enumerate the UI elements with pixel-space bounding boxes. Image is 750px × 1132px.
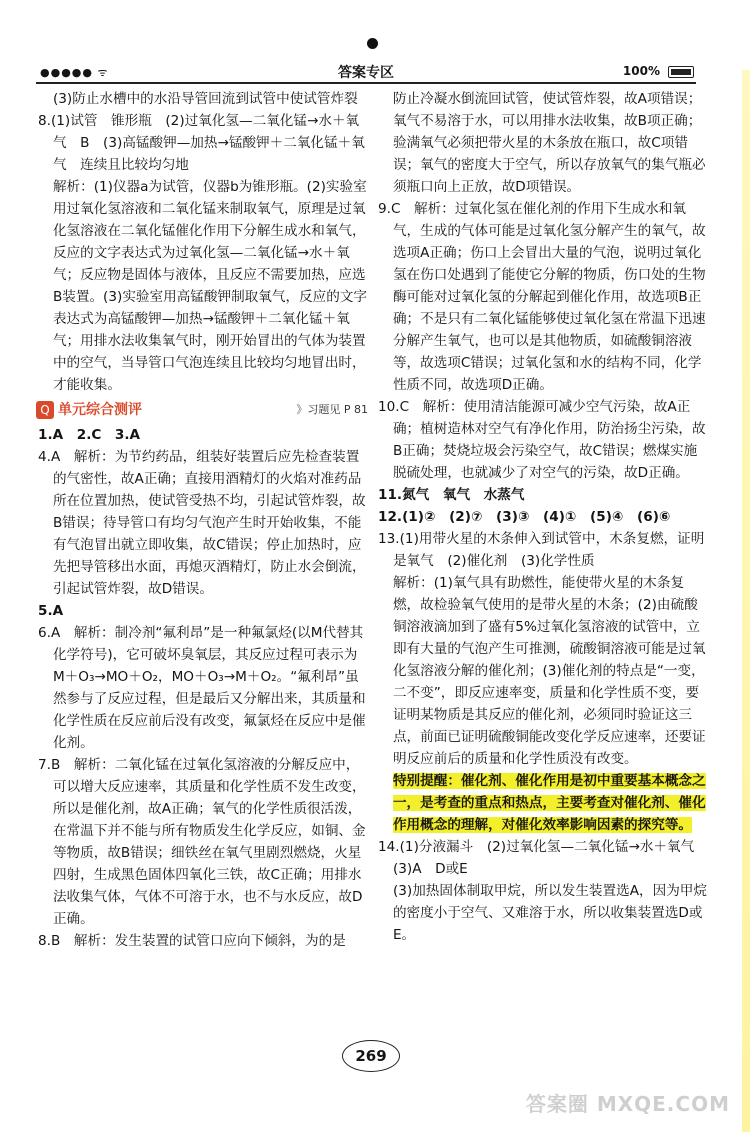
answer-4: 4.A 解析：为节约药品，组装好装置后应先检查装置的气密性，故A正确；直接用酒精灯的火焰对准药品所在位置加热，使试管受热不均，引起试管炸裂，故B错误；待导管口有均匀气泡产生时开始收集，不能有气泡冒出就立即收集，故C错误；停止加热时，应先把导管移出水面，再熄灭酒精灯，防止水会倒流，引起试管炸裂，故D错误。	[38, 449, 366, 597]
page-number: 269	[342, 1040, 400, 1072]
explanation-13: 解析：(1)氧气具有助燃性，能使带火星的木条复燃，故检验氧气使用的是带火星的木条；(2)由硫酸铜溶液滴加到了盛有5%过氧化氢溶液的试管中，立即有大量的气泡产生可推测，硫酸铜溶液可能是过氧化氢溶液分解的催化剂；(3)催化剂的特点是“一变，二不变”，即反应速率变，质量和化学性质不变，要证明某物质是其反应的催化剂，必须同时验证这三点，前面已证明硫酸铜能改变化学反应速率，还要证明反应前后的质量和化学性质没有改变。	[392, 575, 706, 767]
page-edge	[742, 70, 750, 1132]
explanation-continued: 防止冷凝水倒流回试管，使试管炸裂，故A项错误；氧气不易溶于水，可以用排水法收集，故B项正确；验满氧气必须把带火星的木条放在瓶口，故C项错误；氧气的密度大于空气，所以存放氧气的集气瓶必须瓶口向上正放，故D项错误。	[392, 91, 706, 195]
answer-5: 5.A	[38, 603, 64, 619]
answers-1-3: 1.A 2.C 3.A	[38, 427, 141, 443]
answer-text: (3)防止水槽中的水沿导管回流到试管中使试管炸裂	[52, 91, 358, 107]
answer-12: 12.(1)② (2)⑦ (3)③ (4)① (5)④ (6)⑥	[378, 509, 671, 525]
answer-6: 6.A 解析：制冷剂“氟利昂”是一种氟氯烃(以M代替其化学符号)，它可破坏臭氧层，其反应过程可表示为M＋O₃→MO＋O₂，MO＋O₃→M＋O₂。“氟利昂”虽然参与了反应过程，但是最后又分解出来，其质量和化学性质在反应前后没有改变，氟氯烃在反应中是催化剂。	[38, 625, 366, 751]
status-bar	[36, 62, 696, 84]
answer-11: 11.氮气 氧气 水蒸气	[378, 487, 525, 503]
special-tip	[378, 770, 708, 836]
answer-8: 8.(1)试管 锥形瓶 (2)过氧化氢—二氧化锰→水＋氧气 B (3)高锰酸钾—加热→锰酸钾＋二氧化锰＋氧气 连续且比较均匀地	[38, 113, 365, 173]
tip-label: 特别提醒：	[392, 773, 461, 789]
battery-icon	[668, 66, 694, 78]
explanation-8: 解析：(1)仪器a为试管，仪器b为锥形瓶。(2)实验室用过氧化氢溶液和二氧化锰来制取氧气，原理是过氧化氢溶液在二氧化锰催化作用下分解生成水和氧气，反应的文字表达式为过氧化氢—二氧化锰→水＋氧气；反应物是固体与液体，且反应不需要加热，应选B装置。(3)实验室用高锰酸钾制取氧气，反应的文字表达式为高锰酸钾—加热→锰酸钾＋二氧化锰＋氧气；用排水法收集氧气时，刚开始冒出的气体为装置中的空气，当导管口气泡连续且比较均匀地冒出时，才能收集。	[52, 179, 368, 393]
answer-13: 13.(1)用带火星的木条伸入到试管中，木条复燃，证明是氧气 (2)催化剂 (3)化学性质	[378, 531, 705, 569]
section-reference: 》习题见 P 81	[296, 403, 368, 416]
left-column	[38, 88, 368, 952]
camera-dot	[367, 38, 378, 49]
watermark-logo: 答案圈 MXQE.COM	[525, 1092, 730, 1116]
signal-icon: ●●●●● ᯤ	[40, 66, 109, 79]
section-header	[36, 398, 368, 422]
answer-10: 10.C 解析：使用清洁能源可减少空气污染，故A正确；植树造林对空气有净化作用，防治扬尘污染，故B正确；焚烧垃圾会污染空气，故C错误；燃煤实施脱硫处理，也就减少了对空气的污染，故D正确。	[378, 399, 706, 481]
search-icon: Q	[36, 401, 54, 419]
tip-text: 催化剂、催化作用是初中重要基本概念之一，是考查的重点和热点，主要考查对催化剂、催化作用概念的理解，对催化效率影响因素的探究等。	[392, 773, 706, 833]
right-column	[378, 88, 708, 946]
status-title: 答案专区	[338, 65, 394, 81]
answer-9: 9.C 解析：过氧化氢在催化剂的作用下生成水和氧气，生成的气体可能是过氧化氢分解产生的氧气，故选项A正确；伤口上会冒出大量的气泡，说明过氧化氢在伤口处遇到了能使它分解的物质，伤口处的生物酶可能对过氧化氢的分解起到催化作用，故选项B正确；不是只有二氧化锰能够使过氧化氢在常温下迅速分解产生氧气，也可以是其他物质，如硫酸铜溶液等，故选项C错误；过氧化氢和水的结构不同，化学性质不同，故选项D正确。	[378, 201, 706, 393]
battery-percent: 100%	[622, 64, 660, 78]
section-title: 单元综合测评	[58, 402, 142, 418]
answer-14: 14.(1)分液漏斗 (2)过氧化氢—二氧化锰→水＋氧气 (3)A D或E	[378, 839, 708, 877]
explanation-14: (3)加热固体制取甲烷，所以发生装置选A，因为甲烷的密度小于空气、又难溶于水，所以收集装置选D或E。	[392, 883, 707, 943]
answer-8b: 8.B 解析：发生装置的试管口应向下倾斜，为的是	[38, 933, 346, 949]
answer-7: 7.B 解析：二氧化锰在过氧化氢溶液的分解反应中，可以增大反应速率，其质量和化学性质不发生改变，所以是催化剂，故A正确；氧气的化学性质很活泼，在常温下并不能与所有物质发生化学反应，如铜、金等物质，故B错误；细铁丝在氧气里剧烈燃烧，火星四射，生成黑色固体四氧化三铁，故C正确；用排水法收集气体，气体不可溶于水，也不与水反应，故D正确。	[38, 757, 366, 927]
